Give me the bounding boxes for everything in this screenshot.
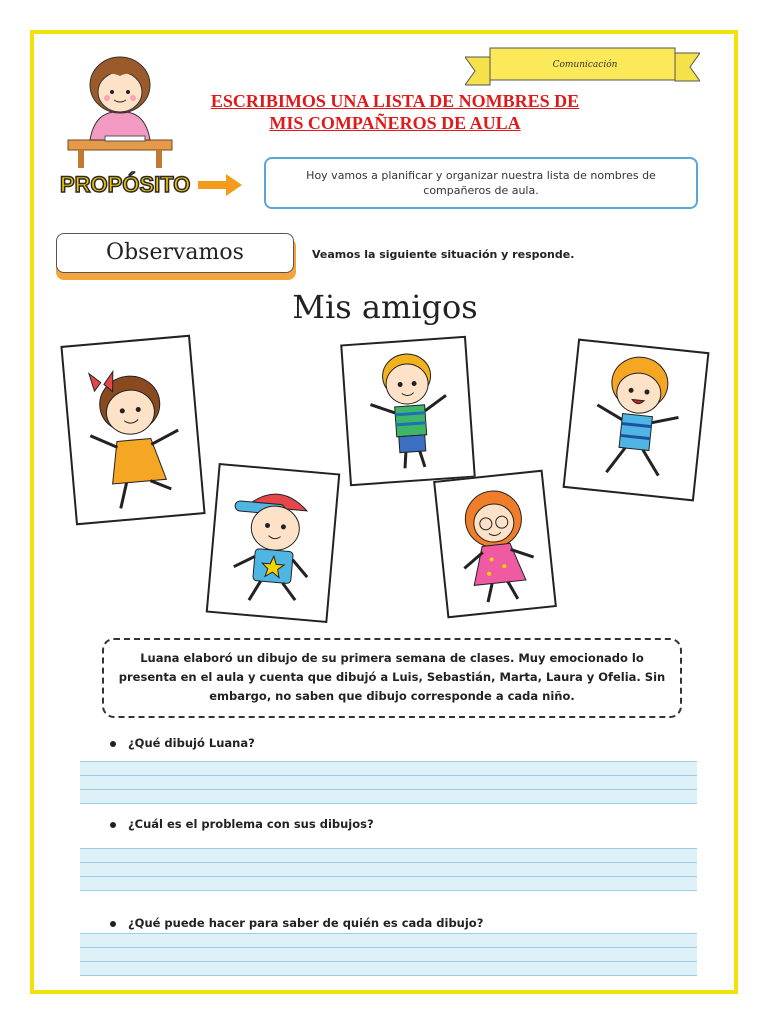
- instruction-text: Veamos la siguiente situación y responde.: [312, 248, 575, 261]
- question-1-text: ¿Qué dibujó Luana?: [128, 736, 255, 750]
- story-box: Luana elaboró un dibujo de su primera semana de clases. Muy emocionado lo presenta en el aula y cuenta que dibujó a Luis, Sebastián, Marta, Laura y Ofelia. Sin embargo, no saben que dibujo corresponde a cada niño.: [102, 638, 682, 718]
- drawing-card-boy-cap: [206, 463, 341, 623]
- girl-writing-illustration: [60, 40, 180, 170]
- observe-heading: Observamos: [56, 233, 294, 273]
- page-title: [170, 90, 620, 134]
- purpose-box: Hoy vamos a planificar y organizar nuestra lista de nombres de compañeros de aula.: [264, 157, 698, 209]
- answer-lines-1[interactable]: [80, 761, 697, 804]
- girl-glasses-drawing: [435, 472, 554, 616]
- question-2-text: ¿Cuál es el problema con sus dibujos?: [128, 817, 374, 831]
- drawing-card-girl-bow: [60, 335, 205, 526]
- girl-bow-drawing: [63, 337, 204, 523]
- drawing-card-boy-orange: [563, 339, 710, 502]
- question-3-text: ¿Qué puede hacer para saber de quién es cada dibujo?: [128, 916, 484, 930]
- arrow-right-icon: [198, 172, 244, 198]
- bullet-icon: [110, 741, 116, 747]
- boy-blond-drawing: [342, 338, 473, 484]
- drawing-card-boy-blond: [340, 336, 476, 486]
- boy-cap-drawing: [208, 465, 338, 621]
- question-2: [110, 817, 374, 831]
- answer-lines-3[interactable]: [80, 933, 697, 976]
- question-3: [110, 916, 483, 930]
- question-1: [110, 736, 255, 750]
- figure-title: Mis amigos: [292, 288, 478, 326]
- drawing-card-girl-glasses: [433, 470, 557, 619]
- title-line-2: MIS COMPAÑEROS DE AULA: [269, 113, 521, 133]
- bullet-icon: [110, 822, 116, 828]
- boy-orange-drawing: [565, 341, 708, 500]
- bullet-icon: [110, 921, 116, 927]
- subject-label: Comunicación: [552, 60, 618, 70]
- purpose-label: PROPÓSITO: [60, 172, 191, 197]
- answer-lines-2[interactable]: [80, 848, 697, 891]
- title-line-1: ESCRIBIMOS UNA LISTA DE NOMBRES DE: [210, 91, 580, 111]
